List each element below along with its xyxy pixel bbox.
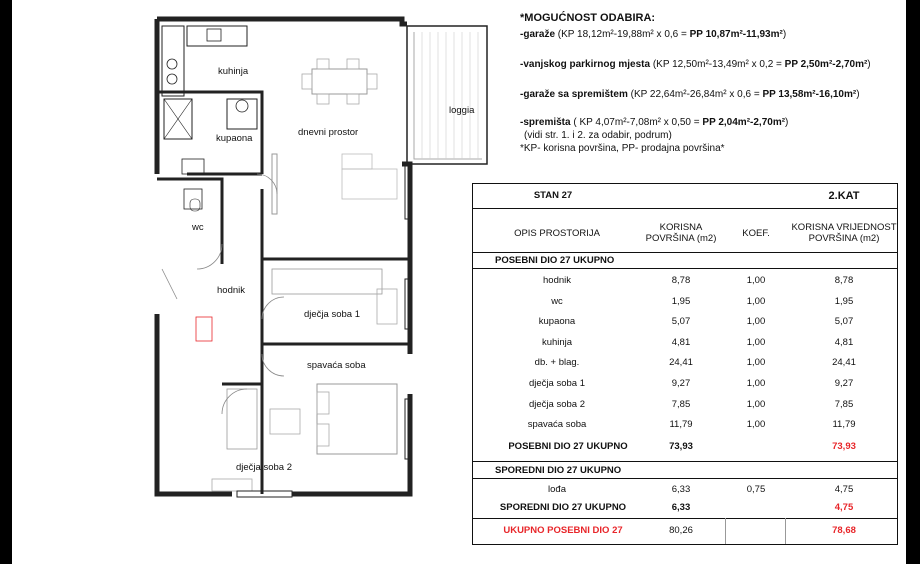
row-kuhinja-korisna: 4,81 <box>671 336 691 348</box>
row-kuhinja-koef: 1,00 <box>746 336 766 348</box>
option-parking <box>520 58 871 71</box>
option-garaza-result: PP 10,87m²-11,93m² <box>689 29 783 40</box>
row-loda-koef: 0,75 <box>746 484 766 495</box>
option-garaza-spremiste-result: PP 13,58m²-16,10m² <box>762 89 857 100</box>
room-label-spavaca-soba: spavaća soba <box>307 360 366 371</box>
section-posebni-label: POSEBNI DIO 27 UKUPNO <box>495 255 615 266</box>
row-db-blag-koef: 1,00 <box>746 357 766 369</box>
total-posebni-label: POSEBNI DIO 27 UKUPNO <box>508 441 628 452</box>
row-hodnik-name: hodnik <box>543 275 571 286</box>
row-kupaona-korisna: 5,07 <box>671 316 691 328</box>
options-note-podrum: (vidi str. 1. i 2. za odabir, podrum) <box>524 130 672 141</box>
row-loda-vrijednost: 4,75 <box>834 484 854 495</box>
header-korisna: KORISNA POVRŠINA (m2) <box>645 222 717 244</box>
row-kuhinja-name: kuhinja <box>541 336 573 348</box>
grand-total-korisna: 80,26 <box>669 525 693 536</box>
row-wc-koef: 1,00 <box>746 295 766 307</box>
option-garaza-spremiste <box>520 88 860 101</box>
option-spremiste-prefix: -spremišta <box>520 117 571 128</box>
row-djecja-soba-2-koef: 1,00 <box>746 398 766 410</box>
document-sheet <box>12 0 906 564</box>
total-sporedni-vrijednost: 4,75 <box>834 502 854 513</box>
header-opis: OPIS PROSTORIJA <box>514 228 600 239</box>
row-djecja-soba-2-vrijednost: 7,85 <box>834 398 854 410</box>
row-djecja-soba-1-vrijednost: 9,27 <box>834 378 854 389</box>
table-kat: 2.KAT <box>828 190 860 202</box>
floor-plan-drawing <box>152 14 512 504</box>
row-wc-vrijednost: 1,95 <box>834 295 854 307</box>
option-garaza <box>520 28 786 41</box>
row-spavaca-soba-koef: 1,00 <box>746 419 766 431</box>
options-title: *MOGUĆNOST ODABIRA: <box>520 12 656 24</box>
floor-plan <box>152 14 512 504</box>
room-label-kuhinja: kuhinja <box>218 66 249 77</box>
option-spremiste-close: ) <box>785 117 789 128</box>
table-stan: STAN 27 <box>533 190 573 201</box>
room-label-djecja-soba-1: dječja soba 1 <box>304 309 360 320</box>
row-djecja-soba-2-name: dječja soba 2 <box>529 398 585 410</box>
row-kupaona-koef: 1,00 <box>746 316 766 328</box>
room-label-djecja-soba-2: dječja soba 2 <box>236 462 292 473</box>
option-spremiste-formula: ( KP 4,07m²-7,08m² x 0,50 = <box>570 117 703 128</box>
option-parking-result: PP 2,50m²-2,70m² <box>784 59 868 70</box>
row-wc-korisna: 1,95 <box>671 295 691 307</box>
row-spavaca-soba-korisna: 11,79 <box>669 419 693 431</box>
option-garaza-spremiste-close: ) <box>856 89 860 100</box>
room-label-wc: wc <box>192 222 204 233</box>
row-djecja-soba-1-koef: 1,00 <box>746 378 766 389</box>
total-sporedni-label: SPOREDNI DIO 27 UKUPNO <box>499 502 627 513</box>
room-label-hodnik: hodnik <box>217 285 245 296</box>
option-parking-formula: (KP 12,50m²-13,49m² x 0,2 = <box>650 59 785 70</box>
row-hodnik-korisna: 8,78 <box>671 275 691 286</box>
area-table <box>472 183 898 545</box>
row-spavaca-soba-vrijednost: 11,79 <box>832 419 856 431</box>
row-kupaona-name: kupaona <box>538 316 576 328</box>
row-loda-korisna: 6,33 <box>671 484 691 495</box>
option-garaza-spremiste-formula: (KP 22,64m²-26,84m² x 0,6 = <box>627 89 763 100</box>
grand-total-vrijednost: 78,68 <box>832 525 856 536</box>
row-kupaona-vrijednost: 5,07 <box>834 316 854 328</box>
row-djecja-soba-2-korisna: 7,85 <box>671 398 691 410</box>
header-koef: KOEF. <box>742 228 770 239</box>
section-sporedni-label: SPOREDNI DIO 27 UKUPNO <box>495 465 622 476</box>
option-garaza-formula: (KP 18,12m²-19,88m² x 0,6 = <box>555 29 690 40</box>
room-label-loggia: loggia <box>449 105 475 116</box>
options-notes <box>520 12 910 154</box>
header-vrijednost: KORISNA VRIJEDNOST POVRŠINA (m2) <box>791 222 897 244</box>
option-garaza-close: ) <box>782 29 787 40</box>
option-parking-prefix: -vanjskog parkirnog mjesta <box>520 59 651 70</box>
row-loda-name: lođa <box>548 484 566 495</box>
row-hodnik-vrijednost: 8,78 <box>834 275 854 286</box>
row-hodnik-koef: 1,00 <box>746 275 766 286</box>
room-label-kupaona: kupaona <box>216 133 253 144</box>
option-garaza-prefix: -garaže <box>520 29 556 40</box>
option-spremiste <box>520 116 788 129</box>
option-parking-close: ) <box>867 59 871 70</box>
total-posebni-vrijednost: 73,93 <box>832 441 856 452</box>
total-sporedni-korisna: 6,33 <box>671 502 691 513</box>
options-note-legend: *KP- korisna površina, PP- prodajna površina* <box>520 143 725 154</box>
row-spavaca-soba-name: spavaća soba <box>527 419 587 431</box>
room-label-dnevni-prostor: dnevni prostor <box>298 127 359 138</box>
row-kuhinja-vrijednost: 4,81 <box>834 336 854 348</box>
row-djecja-soba-1-korisna: 9,27 <box>671 378 691 389</box>
row-db-blag-korisna: 24,41 <box>669 357 693 369</box>
row-wc-name: wc <box>551 295 563 307</box>
row-db-blag-name: db. + blag. <box>534 357 580 369</box>
total-posebni-korisna: 73,93 <box>669 441 693 452</box>
row-db-blag-vrijednost: 24,41 <box>832 357 856 369</box>
option-spremiste-result: PP 2,04m²-2,70m² <box>702 117 786 128</box>
grand-total-label: UKUPNO POSEBNI DIO 27 <box>503 525 623 536</box>
row-djecja-soba-1-name: dječja soba 1 <box>529 378 585 389</box>
option-garaza-spremiste-prefix: -garaže sa spremištem <box>520 89 628 100</box>
